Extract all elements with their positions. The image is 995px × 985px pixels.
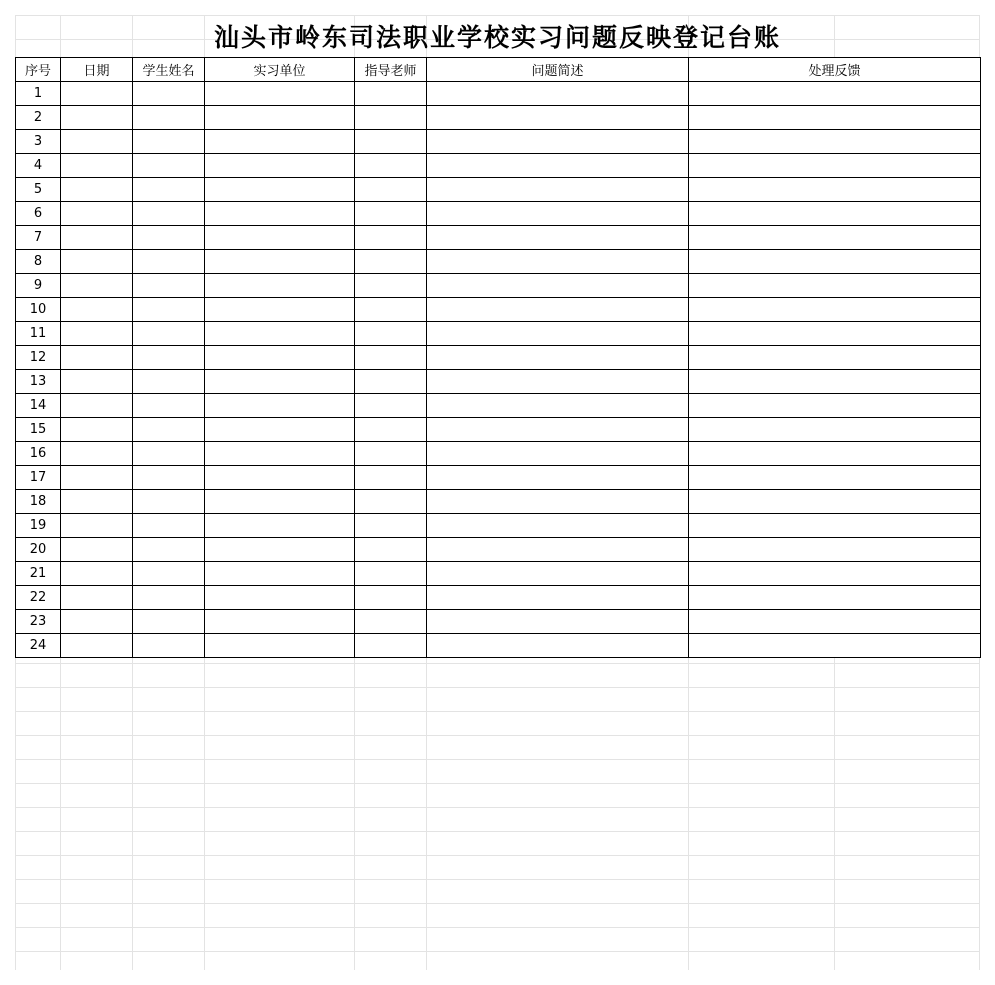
cell-instructor[interactable] xyxy=(355,442,427,466)
cell-feedback[interactable] xyxy=(689,586,981,610)
cell-seq[interactable]: 22 xyxy=(16,586,61,610)
cell-student-name[interactable] xyxy=(133,82,205,106)
cell-problem-summary[interactable] xyxy=(427,274,689,298)
cell-internship-unit[interactable] xyxy=(205,130,355,154)
cell-seq[interactable]: 5 xyxy=(16,178,61,202)
cell-problem-summary[interactable] xyxy=(427,538,689,562)
cell-problem-summary[interactable] xyxy=(427,202,689,226)
cell-problem-summary[interactable] xyxy=(427,226,689,250)
cell-instructor[interactable] xyxy=(355,370,427,394)
cell-seq[interactable]: 21 xyxy=(16,562,61,586)
col-header-internship-unit[interactable]: 实习单位 xyxy=(205,58,355,82)
cell-student-name[interactable] xyxy=(133,586,205,610)
cell-instructor[interactable] xyxy=(355,298,427,322)
col-header-date[interactable]: 日期 xyxy=(61,58,133,82)
cell-instructor[interactable] xyxy=(355,562,427,586)
cell-seq[interactable]: 18 xyxy=(16,490,61,514)
cell-date[interactable] xyxy=(61,322,133,346)
cell-seq[interactable]: 13 xyxy=(16,370,61,394)
cell-date[interactable] xyxy=(61,370,133,394)
cell-date[interactable] xyxy=(61,466,133,490)
cell-date[interactable] xyxy=(61,274,133,298)
cell-internship-unit[interactable] xyxy=(205,250,355,274)
cell-date[interactable] xyxy=(61,202,133,226)
cell-internship-unit[interactable] xyxy=(205,586,355,610)
table-row xyxy=(16,250,981,274)
cell-seq[interactable]: 17 xyxy=(16,466,61,490)
cell-problem-summary[interactable] xyxy=(427,610,689,634)
cell-feedback[interactable] xyxy=(689,418,981,442)
cell-student-name[interactable] xyxy=(133,154,205,178)
table-row xyxy=(16,586,981,610)
cell-instructor[interactable] xyxy=(355,202,427,226)
cell-seq[interactable]: 8 xyxy=(16,250,61,274)
table-row xyxy=(16,442,981,466)
cell-feedback[interactable] xyxy=(689,202,981,226)
cell-student-name[interactable] xyxy=(133,634,205,658)
cell-date[interactable] xyxy=(61,562,133,586)
cell-feedback[interactable] xyxy=(689,562,981,586)
cell-student-name[interactable] xyxy=(133,298,205,322)
cell-date[interactable] xyxy=(61,250,133,274)
cell-instructor[interactable] xyxy=(355,274,427,298)
cell-date[interactable] xyxy=(61,490,133,514)
cell-seq[interactable]: 20 xyxy=(16,538,61,562)
cell-internship-unit[interactable] xyxy=(205,418,355,442)
cell-instructor[interactable] xyxy=(355,178,427,202)
cell-internship-unit[interactable] xyxy=(205,610,355,634)
cell-internship-unit[interactable] xyxy=(205,538,355,562)
cell-seq[interactable]: 6 xyxy=(16,202,61,226)
cell-problem-summary[interactable] xyxy=(427,178,689,202)
cell-date[interactable] xyxy=(61,346,133,370)
cell-problem-summary[interactable] xyxy=(427,154,689,178)
cell-internship-unit[interactable] xyxy=(205,634,355,658)
sheet-title-cell[interactable] xyxy=(15,15,980,57)
table-row xyxy=(16,634,981,658)
cell-internship-unit[interactable] xyxy=(205,82,355,106)
cell-feedback[interactable] xyxy=(689,514,981,538)
cell-date[interactable] xyxy=(61,418,133,442)
cell-seq[interactable]: 24 xyxy=(16,634,61,658)
cell-problem-summary[interactable] xyxy=(427,322,689,346)
cell-student-name[interactable] xyxy=(133,394,205,418)
cell-instructor[interactable] xyxy=(355,154,427,178)
cell-date[interactable] xyxy=(61,106,133,130)
table-row xyxy=(16,154,981,178)
cell-seq[interactable]: 23 xyxy=(16,610,61,634)
cell-feedback[interactable] xyxy=(689,130,981,154)
cell-date[interactable] xyxy=(61,538,133,562)
cell-student-name[interactable] xyxy=(133,322,205,346)
cell-seq[interactable]: 10 xyxy=(16,298,61,322)
cell-internship-unit[interactable] xyxy=(205,370,355,394)
cell-problem-summary[interactable] xyxy=(427,442,689,466)
cell-seq[interactable]: 19 xyxy=(16,514,61,538)
cell-internship-unit[interactable] xyxy=(205,346,355,370)
cell-student-name[interactable] xyxy=(133,130,205,154)
cell-problem-summary[interactable] xyxy=(427,106,689,130)
cell-student-name[interactable] xyxy=(133,490,205,514)
cell-instructor[interactable] xyxy=(355,322,427,346)
cell-seq[interactable]: 11 xyxy=(16,322,61,346)
cell-student-name[interactable] xyxy=(133,226,205,250)
cell-internship-unit[interactable] xyxy=(205,274,355,298)
cell-problem-summary[interactable] xyxy=(427,418,689,442)
cell-feedback[interactable] xyxy=(689,226,981,250)
cell-internship-unit[interactable] xyxy=(205,562,355,586)
table-row xyxy=(16,82,981,106)
cell-seq[interactable]: 1 xyxy=(16,82,61,106)
cell-student-name[interactable] xyxy=(133,418,205,442)
cell-problem-summary[interactable] xyxy=(427,586,689,610)
cell-problem-summary[interactable] xyxy=(427,514,689,538)
cell-date[interactable] xyxy=(61,226,133,250)
cell-internship-unit[interactable] xyxy=(205,490,355,514)
cell-instructor[interactable] xyxy=(355,346,427,370)
cell-date[interactable] xyxy=(61,154,133,178)
cell-feedback[interactable] xyxy=(689,394,981,418)
col-header-problem-summary[interactable]: 问题简述 xyxy=(427,58,689,82)
cell-student-name[interactable] xyxy=(133,346,205,370)
table-row xyxy=(16,562,981,586)
table-row xyxy=(16,418,981,442)
cell-instructor[interactable] xyxy=(355,130,427,154)
cell-instructor[interactable] xyxy=(355,514,427,538)
table-row xyxy=(16,202,981,226)
cell-seq[interactable]: 2 xyxy=(16,106,61,130)
cell-instructor[interactable] xyxy=(355,226,427,250)
cell-seq[interactable]: 16 xyxy=(16,442,61,466)
cell-problem-summary[interactable] xyxy=(427,82,689,106)
cell-problem-summary[interactable] xyxy=(427,370,689,394)
cell-feedback[interactable] xyxy=(689,82,981,106)
cell-problem-summary[interactable] xyxy=(427,298,689,322)
cell-feedback[interactable] xyxy=(689,250,981,274)
cell-student-name[interactable] xyxy=(133,250,205,274)
cell-feedback[interactable] xyxy=(689,466,981,490)
cell-instructor[interactable] xyxy=(355,106,427,130)
cell-instructor[interactable] xyxy=(355,394,427,418)
table-row xyxy=(16,178,981,202)
table-row xyxy=(16,226,981,250)
cell-seq[interactable]: 7 xyxy=(16,226,61,250)
cell-feedback[interactable] xyxy=(689,538,981,562)
cell-student-name[interactable] xyxy=(133,538,205,562)
cell-internship-unit[interactable] xyxy=(205,106,355,130)
table-row xyxy=(16,370,981,394)
cell-feedback[interactable] xyxy=(689,610,981,634)
cell-date[interactable] xyxy=(61,610,133,634)
cell-instructor[interactable] xyxy=(355,586,427,610)
cell-problem-summary[interactable] xyxy=(427,562,689,586)
cell-internship-unit[interactable] xyxy=(205,154,355,178)
cell-internship-unit[interactable] xyxy=(205,226,355,250)
cell-student-name[interactable] xyxy=(133,178,205,202)
sheet-title: 汕头市岭东司法职业学校实习问题反映登记台账 xyxy=(213,23,781,52)
table-row xyxy=(16,490,981,514)
cell-seq[interactable]: 9 xyxy=(16,274,61,298)
cell-instructor[interactable] xyxy=(355,418,427,442)
cell-date[interactable] xyxy=(61,82,133,106)
cell-feedback[interactable] xyxy=(689,298,981,322)
cell-student-name[interactable] xyxy=(133,370,205,394)
cell-student-name[interactable] xyxy=(133,202,205,226)
cell-feedback[interactable] xyxy=(689,154,981,178)
cell-date[interactable] xyxy=(61,178,133,202)
cell-problem-summary[interactable] xyxy=(427,250,689,274)
cell-seq[interactable]: 12 xyxy=(16,346,61,370)
cell-internship-unit[interactable] xyxy=(205,466,355,490)
cell-date[interactable] xyxy=(61,586,133,610)
cell-instructor[interactable] xyxy=(355,634,427,658)
cell-seq[interactable]: 14 xyxy=(16,394,61,418)
cell-feedback[interactable] xyxy=(689,106,981,130)
col-header-student-name[interactable]: 学生姓名 xyxy=(133,58,205,82)
table-row xyxy=(16,514,981,538)
cell-internship-unit[interactable] xyxy=(205,178,355,202)
cell-date[interactable] xyxy=(61,634,133,658)
cell-instructor[interactable] xyxy=(355,610,427,634)
table-row xyxy=(16,106,981,130)
cell-feedback[interactable] xyxy=(689,634,981,658)
cell-student-name[interactable] xyxy=(133,562,205,586)
cell-problem-summary[interactable] xyxy=(427,130,689,154)
table-row xyxy=(16,274,981,298)
cell-feedback[interactable] xyxy=(689,322,981,346)
cell-feedback[interactable] xyxy=(689,370,981,394)
ledger-table xyxy=(15,57,981,658)
table-row xyxy=(16,130,981,154)
cell-feedback[interactable] xyxy=(689,178,981,202)
cell-problem-summary[interactable] xyxy=(427,634,689,658)
cell-problem-summary[interactable] xyxy=(427,466,689,490)
table-row xyxy=(16,538,981,562)
cell-date[interactable] xyxy=(61,130,133,154)
cell-date[interactable] xyxy=(61,394,133,418)
table-row xyxy=(16,394,981,418)
cell-student-name[interactable] xyxy=(133,274,205,298)
col-header-feedback[interactable]: 处理反馈 xyxy=(689,58,981,82)
col-header-instructor[interactable]: 指导老师 xyxy=(355,58,427,82)
cell-internship-unit[interactable] xyxy=(205,202,355,226)
cell-internship-unit[interactable] xyxy=(205,298,355,322)
cell-problem-summary[interactable] xyxy=(427,394,689,418)
cell-problem-summary[interactable] xyxy=(427,490,689,514)
table-row xyxy=(16,346,981,370)
cell-internship-unit[interactable] xyxy=(205,322,355,346)
cell-seq[interactable]: 15 xyxy=(16,418,61,442)
table-row xyxy=(16,298,981,322)
table-row xyxy=(16,322,981,346)
cell-student-name[interactable] xyxy=(133,466,205,490)
cell-feedback[interactable] xyxy=(689,442,981,466)
cell-feedback[interactable] xyxy=(689,490,981,514)
cell-student-name[interactable] xyxy=(133,610,205,634)
cell-internship-unit[interactable] xyxy=(205,394,355,418)
cell-instructor[interactable] xyxy=(355,466,427,490)
cell-instructor[interactable] xyxy=(355,490,427,514)
table-row xyxy=(16,610,981,634)
table-row xyxy=(16,466,981,490)
cell-internship-unit[interactable] xyxy=(205,442,355,466)
header-row xyxy=(16,58,981,82)
cell-student-name[interactable] xyxy=(133,514,205,538)
cell-instructor[interactable] xyxy=(355,538,427,562)
cell-feedback[interactable] xyxy=(689,274,981,298)
cell-problem-summary[interactable] xyxy=(427,346,689,370)
cell-seq[interactable]: 4 xyxy=(16,154,61,178)
cell-instructor[interactable] xyxy=(355,82,427,106)
cell-student-name[interactable] xyxy=(133,442,205,466)
cell-date[interactable] xyxy=(61,298,133,322)
cell-date[interactable] xyxy=(61,442,133,466)
col-header-seq[interactable]: 序号 xyxy=(16,58,61,82)
cell-student-name[interactable] xyxy=(133,106,205,130)
cell-internship-unit[interactable] xyxy=(205,514,355,538)
cell-date[interactable] xyxy=(61,514,133,538)
cell-instructor[interactable] xyxy=(355,250,427,274)
cell-seq[interactable]: 3 xyxy=(16,130,61,154)
cell-feedback[interactable] xyxy=(689,346,981,370)
